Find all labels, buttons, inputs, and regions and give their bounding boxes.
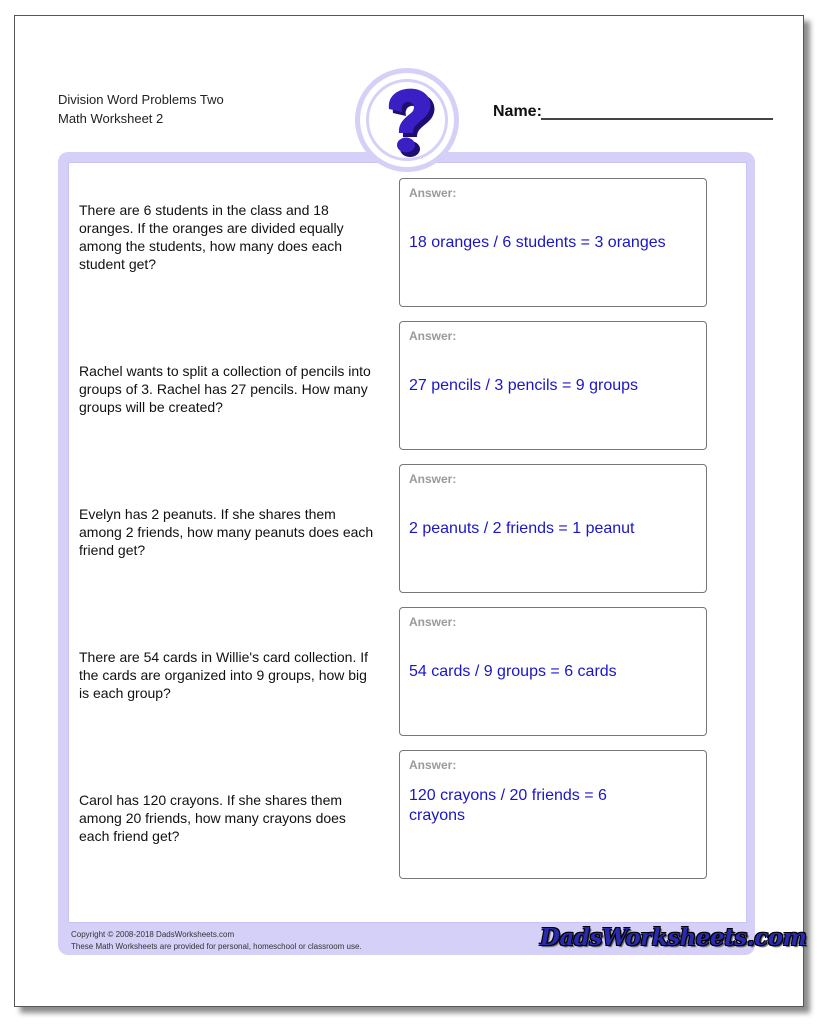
answer-box-3[interactable]	[399, 464, 707, 593]
answer-2-text: 27 pencils / 3 pencils = 9 groups	[409, 377, 639, 394]
answer-label: Answer:	[409, 186, 457, 200]
footer	[71, 929, 362, 953]
problem-3-question: Evelyn has 2 peanuts. If she shares them among 2 friends, how many peanuts does each friend get?	[79, 506, 374, 558]
name-label: Name:	[493, 103, 542, 120]
problem-4-question: There are 54 cards in Willie's card collection. If the cards are organized into 9 groups, how big is each group?	[79, 649, 369, 701]
answer-label: Answer:	[409, 758, 457, 772]
answer-label: Answer:	[409, 329, 457, 343]
problem-2-question: Rachel wants to split a collection of pencils into groups of 3. Rachel has 27 pencils. How many groups will be created?	[79, 363, 371, 415]
answer-3-text: 2 peanuts / 2 friends = 1 peanut	[409, 520, 635, 537]
title-line-2: Math Worksheet 2	[58, 111, 164, 126]
worksheet-title	[58, 90, 224, 128]
question-mark-icon	[377, 85, 439, 159]
answer-4-text: 54 cards / 9 groups = 6 cards	[409, 663, 617, 680]
answer-box-5[interactable]	[399, 750, 707, 879]
answer-5-text: 120 crayons / 20 friends = 6 crayons	[409, 787, 607, 824]
problem-1-question: There are 6 students in the class and 18 oranges. If the oranges are divided equally among the students, how many does each student get?	[79, 202, 344, 272]
answer-label: Answer:	[409, 472, 457, 486]
usage-text: These Math Worksheets are provided for personal, homeschool or classroom use.	[71, 942, 362, 951]
title-line-1: Division Word Problems Two	[58, 92, 224, 107]
answer-1-text: 18 oranges / 6 students = 3 oranges	[409, 234, 666, 251]
answer-label: Answer:	[409, 615, 457, 629]
copyright-text: Copyright © 2008-2018 DadsWorksheets.com	[71, 930, 235, 939]
dadsworksheets-logo: DadsWorksheets.com	[540, 924, 807, 951]
answer-box-2[interactable]	[399, 321, 707, 450]
name-line	[541, 118, 773, 120]
problem-5-question: Carol has 120 crayons. If she shares them among 20 friends, how many crayons does each friend get?	[79, 792, 346, 844]
answer-box-4[interactable]	[399, 607, 707, 736]
header-badge	[355, 68, 459, 172]
answer-box-1[interactable]	[399, 178, 707, 307]
